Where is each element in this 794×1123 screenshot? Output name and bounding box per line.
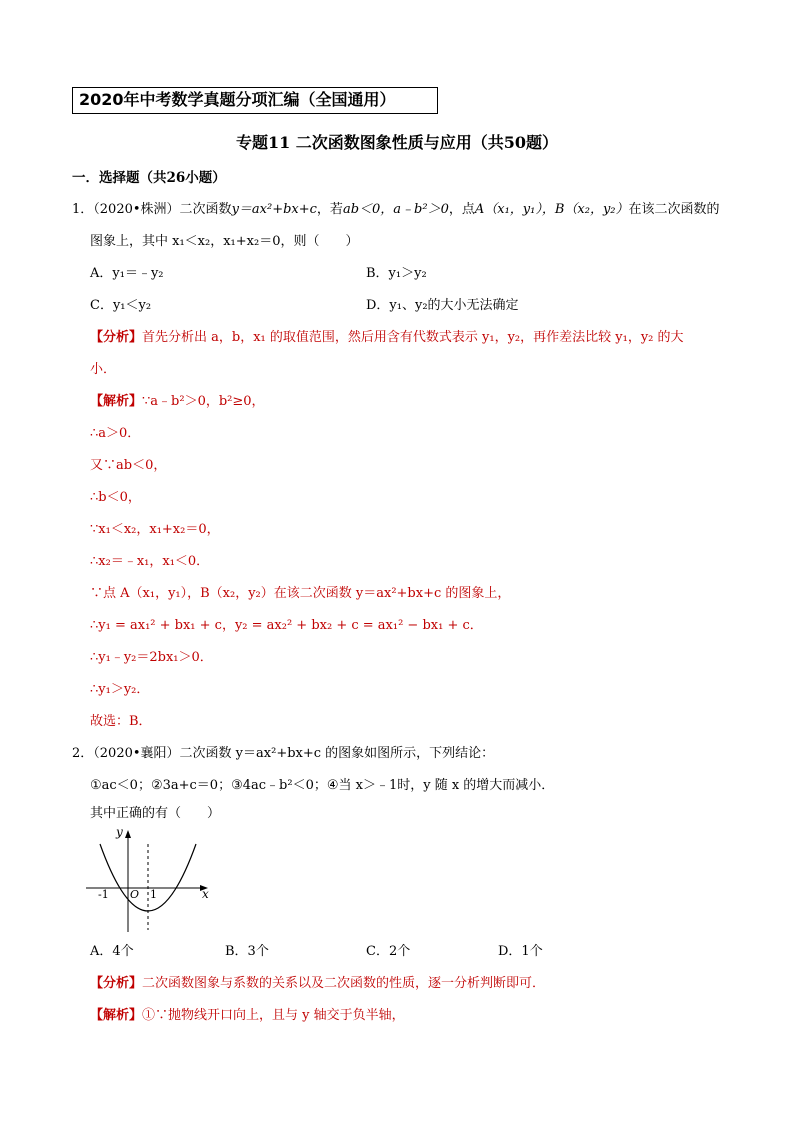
q1-answer: 故选：B． bbox=[90, 714, 152, 729]
y-axis-arrow-icon bbox=[125, 830, 131, 838]
analysis-tag: 【分析】 bbox=[90, 976, 143, 991]
q1-solution-line10: ∴y₁＞y₂． bbox=[90, 682, 150, 697]
x-axis-label: x bbox=[202, 887, 209, 901]
solution-tag: 【解析】 bbox=[90, 1008, 143, 1023]
one-label: 1 bbox=[150, 888, 157, 901]
q1-solution-line8: ∴y₁ = ax₁² + bx₁ + c，y₂ = ax₂² + bx₂ + c = ax₁² − bx₁ + c． bbox=[90, 618, 483, 633]
q2-option-b: B．3个 bbox=[225, 944, 269, 959]
q2-analysis: 【分析】二次函数图象与系数的关系以及二次函数的性质，逐一分析判断即可． bbox=[90, 976, 546, 991]
neg-one-label: -1 bbox=[98, 888, 109, 901]
q1-solution-line7: ∵点 A（x₁，y₁），B（x₂，y₂）在该二次函数 y＝ax²+bx+c 的图象上， bbox=[90, 586, 511, 601]
q1-solution-line2: ∴a＞0． bbox=[90, 426, 141, 441]
q1-stem-line1: 1．（2020•株洲）二次函数y＝ax²+bx+c，若ab＜0，a﹣b²＞0，点A（x₁，y₁），B（x₂，y₂）在该二次函数的 bbox=[72, 202, 720, 217]
topic-title: 专题11 二次函数图象性质与应用（共50题） bbox=[235, 133, 559, 152]
q1-option-c: C．y₁＜y₂ bbox=[90, 298, 152, 313]
parabola-graph bbox=[86, 822, 216, 932]
q1-option-d: D．y₁、y₂的大小无法确定 bbox=[366, 298, 519, 313]
q1-solution-line1: 【解析】∵a﹣b²＞0，b²≥0， bbox=[90, 394, 265, 409]
q1-analysis-line2: 小． bbox=[90, 362, 117, 377]
q1-solution-line9: ∴y₁﹣y₂＝2bx₁＞0． bbox=[90, 650, 213, 665]
q2-stem-line1: 2．（2020•襄阳）二次函数 y＝ax²+bx+c 的图象如图所示，下列结论： bbox=[72, 746, 495, 761]
origin-label: O bbox=[130, 888, 140, 901]
q2-option-a: A．4个 bbox=[90, 944, 134, 959]
q1-stem-line2: 图象上，其中 x₁＜x₂，x₁+x₂＝0，则（ ） bbox=[90, 234, 359, 249]
q1-solution-line3: 又∵ab＜0， bbox=[90, 458, 167, 473]
q2-option-d: D．1个 bbox=[498, 944, 543, 959]
q2-solution-line1: 【解析】①∵抛物线开口向上，且与 y 轴交于负半轴， bbox=[90, 1008, 405, 1023]
q2-option-c: C．2个 bbox=[366, 944, 411, 959]
collection-title-box: 2020年中考数学真题分项汇编（全国通用） bbox=[72, 87, 438, 114]
analysis-tag: 【分析】 bbox=[90, 330, 143, 345]
section-heading: 一．选择题（共26小题） bbox=[72, 170, 226, 186]
q2-conclusions: ①ac＜0；②3a+c＝0；③4ac﹣b²＜0；④当 x＞﹣1时，y 随 x 的增大而减小． bbox=[90, 778, 555, 793]
q2-question: 其中正确的有（ ） bbox=[90, 806, 221, 821]
solution-tag: 【解析】 bbox=[90, 394, 143, 409]
q1-solution-line5: ∵x₁＜x₂，x₁+x₂＝0， bbox=[90, 522, 220, 537]
q1-analysis-line1: 【分析】首先分析出 a，b，x₁ 的取值范围，然后用含有代数式表示 y₁，y₂，再作差法比较 y₁，y₂ 的大 bbox=[90, 330, 684, 345]
q1-solution-line4: ∴b＜0， bbox=[90, 490, 141, 505]
q1-option-a: A．y₁＝﹣y₂ bbox=[90, 266, 164, 281]
y-axis-label: y bbox=[116, 825, 123, 839]
q1-solution-line6: ∴x₂＝﹣x₁，x₁＜0． bbox=[90, 554, 210, 569]
q1-option-b: B．y₁＞y₂ bbox=[366, 266, 427, 281]
